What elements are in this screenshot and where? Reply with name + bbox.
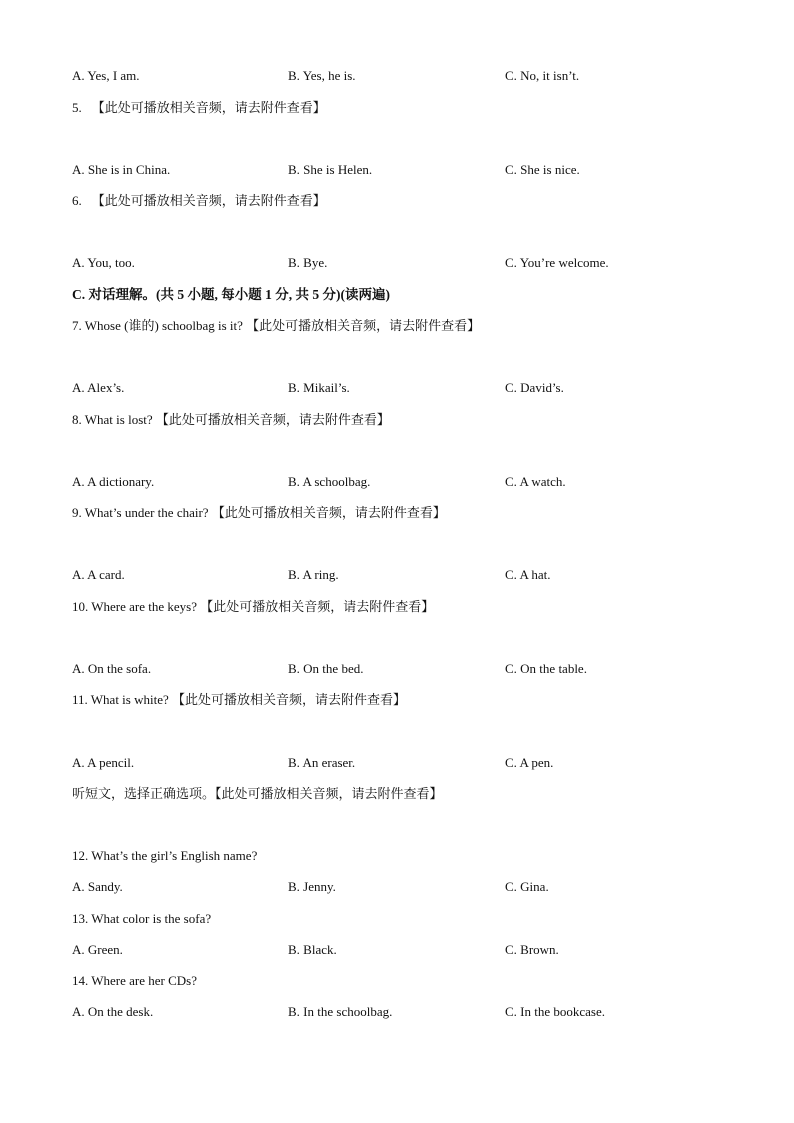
option-a: A. Alex’s. <box>72 380 125 395</box>
option-b: B. An eraser. <box>288 755 356 770</box>
option-a: A. A card. <box>72 567 125 582</box>
option-b: B. Yes, he is. <box>288 68 356 83</box>
option-b: B. A ring. <box>288 567 339 582</box>
option-c: C. Gina. <box>505 879 549 894</box>
option-c: C. She is nice. <box>505 162 580 177</box>
question-text: 8. What is lost? 【此处可播放相关音频，请去附件查看】 <box>72 412 390 427</box>
option-c: C. A watch. <box>505 474 566 489</box>
question-text: 7. Whose (谁的) schoolbag is it? 【此处可播放相关音频，请去附件查看】 <box>72 318 481 333</box>
option-c: C. A pen. <box>505 755 554 770</box>
question-number: 6. <box>72 193 82 208</box>
audio-link[interactable]: 【此处可播放相关音频，请去附件查看】 <box>91 193 326 208</box>
option-a: A. She is in China. <box>72 162 171 177</box>
option-b: B. In the schoolbag. <box>288 1004 393 1019</box>
question-text: 听短文，选择正确选项。【此处可播放相关音频，请去附件查看】 <box>72 786 443 801</box>
option-b: B. She is Helen. <box>288 162 373 177</box>
question-line <box>72 100 326 116</box>
question-text: 11. What is white? 【此处可播放相关音频，请去附件查看】 <box>72 692 407 707</box>
question-text: 12. What’s the girl’s English name? <box>72 848 258 863</box>
option-c: C. David’s. <box>505 380 564 395</box>
option-a: A. On the sofa. <box>72 661 152 676</box>
option-a: A. Sandy. <box>72 879 123 894</box>
option-a: A. A pencil. <box>72 755 135 770</box>
option-a: A. Green. <box>72 942 123 957</box>
option-b: B. Jenny. <box>288 879 336 894</box>
question-text: 9. What’s under the chair? 【此处可播放相关音频，请去附件查看】 <box>72 505 446 520</box>
option-c: C. Brown. <box>505 942 559 957</box>
option-b: B. Black. <box>288 942 337 957</box>
question-text: 13. What color is the sofa? <box>72 911 212 926</box>
question-text: 10. Where are the keys? 【此处可播放相关音频，请去附件查看】 <box>72 599 435 614</box>
option-a: A. On the desk. <box>72 1004 154 1019</box>
question-line <box>72 193 326 209</box>
option-b: B. Bye. <box>288 255 328 270</box>
option-a: A. You, too. <box>72 255 135 270</box>
question-number: 5. <box>72 100 82 115</box>
audio-link[interactable]: 【此处可播放相关音频，请去附件查看】 <box>91 100 326 115</box>
question-text: 14. Where are her CDs? <box>72 973 198 988</box>
option-c: C. On the table. <box>505 661 587 676</box>
option-a: A. Yes, I am. <box>72 68 140 83</box>
option-c: C. In the bookcase. <box>505 1004 606 1019</box>
option-c: C. A hat. <box>505 567 551 582</box>
option-b: B. A schoolbag. <box>288 474 371 489</box>
section-heading: C. 对话理解。(共 5 小题, 每小题 1 分, 共 5 分)(读两遍) <box>72 287 390 302</box>
option-a: A. A dictionary. <box>72 474 155 489</box>
option-c: C. No, it isn’t. <box>505 68 580 83</box>
option-b: B. On the bed. <box>288 661 364 676</box>
option-b: B. Mikail’s. <box>288 380 350 395</box>
option-c: C. You’re welcome. <box>505 255 609 270</box>
